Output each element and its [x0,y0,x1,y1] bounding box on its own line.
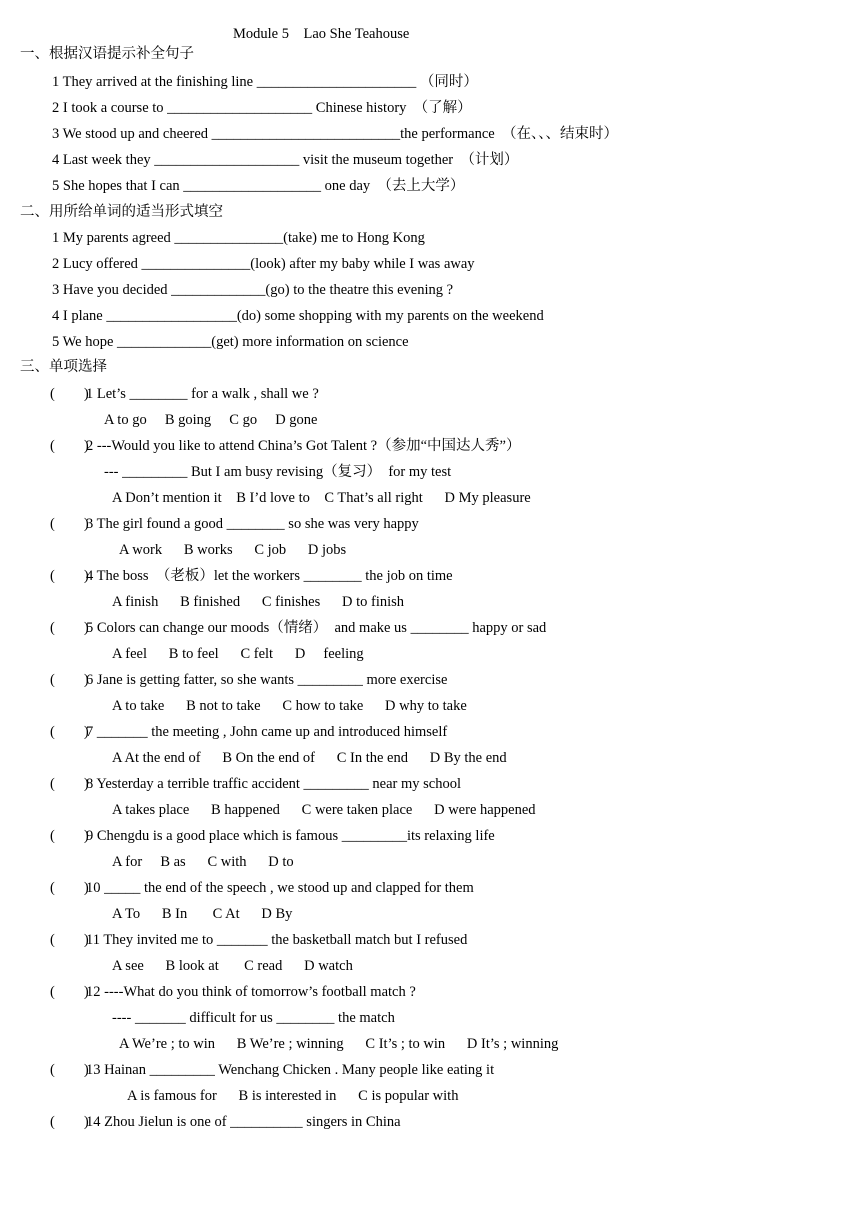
options-13: A is famous for B is interested in C is popular with [127,1088,459,1104]
question-10: 10 _____ the end of the speech , we stood up and clapped for them [86,880,474,896]
question-6: 6 Jane is getting fatter, so she wants _________ more exercise [86,672,448,688]
question-13: 13 Hainan _________ Wenchang Chicken . Many people like eating it [86,1062,495,1078]
question-9: 9 Chengdu is a good place which is famous _________its relaxing life [86,828,495,844]
options-8: A takes place B happened C were taken place D were happened [112,802,536,818]
question-2: 2 ---Would you like to attend China’s Got Talent ?（参加“中国达人秀”） [86,438,521,454]
question-8: 8 Yesterday a terrible traffic accident _________ near my school [86,776,462,792]
dialogue-12: ---- _______ difficult for us ________ the match [112,1010,395,1026]
section2-item-2: 2 Lucy offered _______________(look) after my baby while I was away [52,256,475,272]
section2-heading: 二、用所给单词的适当形式填空 [20,204,223,220]
question-4: 4 The boss （老板）let the workers ________ the job on time [86,568,453,584]
answer-paren: ( ) [50,516,89,532]
answer-paren: ( ) [50,776,89,792]
options-10: A To B In C At D By [112,906,293,922]
answer-paren: ( ) [50,828,89,844]
answer-paren: ( ) [50,932,89,948]
section2-item-1: 1 My parents agreed _______________(take) me to Hong Kong [52,230,425,246]
section1-item-5: 5 She hopes that I can ___________________ one day （去上大学） [52,178,465,194]
answer-paren: ( ) [50,438,89,454]
section1-item-3: 3 We stood up and cheered __________________________the performance （在、、、结束时） [52,126,618,142]
question-7: 7 _______ the meeting , John came up and introduced himself [86,724,448,740]
question-1: 1 Let’s ________ for a walk , shall we ? [86,386,319,402]
section2-item-5: 5 We hope _____________(get) more information on science [52,334,409,350]
answer-paren: ( ) [50,724,89,740]
answer-paren: ( ) [50,880,89,896]
section2-item-3: 3 Have you decided _____________(go) to the theatre this evening ? [52,282,454,298]
section1-heading: 一、根据汉语提示补全句子 [20,46,194,62]
options-2: A Don’t mention it B I’d love to C That’s all right D My pleasure [112,490,531,506]
question-14: 14 Zhou Jielun is one of __________ singers in China [86,1114,401,1130]
dialogue-2: --- _________ But I am busy revising（复习） for my test [104,464,452,480]
question-11: 11 They invited me to _______ the basketball match but I refused [86,932,468,948]
section3-heading: 三、单项选择 [20,359,107,375]
options-11: A see B look at C read D watch [112,958,353,974]
options-6: A to take B not to take C how to take D why to take [112,698,467,714]
options-9: A for B as C with D to [112,854,294,870]
question-12: 12 ----What do you think of tomorrow’s football match ? [86,984,416,1000]
page-title: Module 5 Lao She Teahouse [233,26,410,42]
options-4: A finish B finished C finishes D to finish [112,594,405,610]
options-1: A to go B going C go D gone [104,412,318,428]
answer-paren: ( ) [50,1062,89,1078]
section1-item-2: 2 I took a course to ____________________ Chinese history （了解） [52,100,472,116]
options-5: A feel B to feel C felt D feeling [112,646,364,662]
section2-item-4: 4 I plane __________________(do) some shopping with my parents on the weekend [52,308,544,324]
answer-paren: ( ) [50,984,89,1000]
section1-item-4: 4 Last week they ____________________ visit the museum together （计划） [52,152,519,168]
question-5: 5 Colors can change our moods（情绪） and make us ________ happy or sad [86,620,547,636]
answer-paren: ( ) [50,568,89,584]
answer-paren: ( ) [50,386,89,402]
question-3: 3 The girl found a good ________ so she was very happy [86,516,419,532]
answer-paren: ( ) [50,1114,89,1130]
options-7: A At the end of B On the end of C In the end D By the end [112,750,507,766]
options-3: A work B works C job D jobs [119,542,347,558]
answer-paren: ( ) [50,620,89,636]
section1-item-1: 1 They arrived at the finishing line ______________________ （同时） [52,74,478,90]
options-12: A We’re ; to win B We’re ; winning C It’s ; to win D It’s ; winning [119,1036,559,1052]
answer-paren: ( ) [50,672,89,688]
